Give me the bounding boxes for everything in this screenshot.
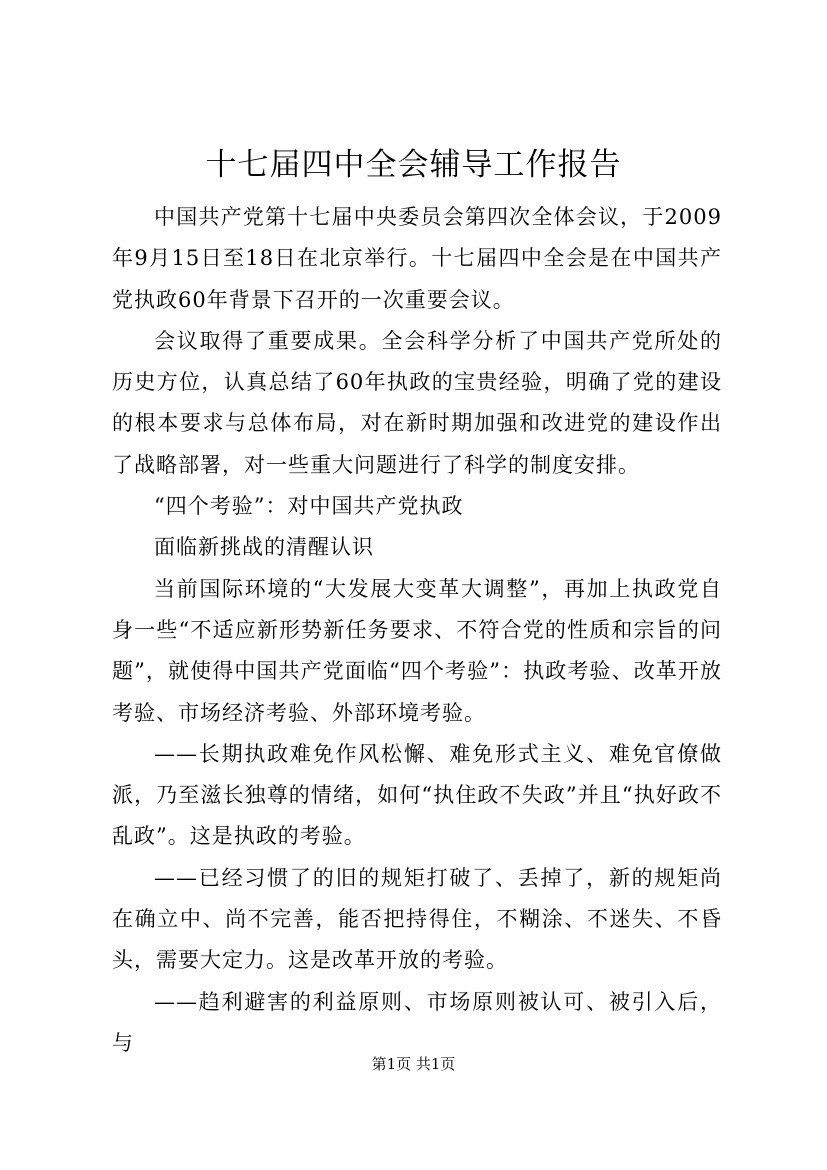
paragraph: ——已经习惯了的旧的规矩打破了、丢掉了，新的规矩尚在确立中、尚不完善，能否把持得住，不糊涂、不迷失、不昏头，需要大定力。这是改革开放的考验。 — [112, 865, 722, 973]
document-body — [112, 197, 722, 1064]
section-heading: “四个考验”：对中国共产党执政 — [154, 494, 464, 519]
page-number: 第1页 共1页 — [371, 1055, 456, 1073]
paragraph: 中国共产党第十七届中央委员会第四次全体会议，于2009年9月15日至18日在北京举行。十七届四中全会是在中国共产党执政60年背景下召开的一次重要会议。 — [112, 205, 722, 312]
document-title: 十七届四中全会辅导工作报告 — [205, 147, 622, 183]
paragraph: ——趋利避害的利益原则、市场原则被认可、被引入后，与 — [112, 989, 722, 1055]
section-heading: 面临新挑战的清醒认识 — [154, 535, 374, 560]
paragraph: 会议取得了重要成果。全会科学分析了中国共产党所处的历史方位，认真总结了60年执政的宝贵经验，明确了党的建设的根本要求与总体布局，对在新时期加强和改进党的建设作出了战略部署，对一些重大问题进行了科学的制度安排。 — [112, 328, 722, 477]
paragraph: 当前国际环境的“大发展大变革大调整”，再加上执政党自身一些“不适应新形势新任务要求、不符合党的性质和宗旨的问题”，就使得中国共产党面临“四个考验”：执政考验、改革开放考验、市场经济考验、外部环境考验。 — [112, 576, 722, 725]
paragraph: ——长期执政难免作风松懈、难免形式主义、难免官僚做派，乃至滋长独尊的情绪，如何“执住政不失政”并且“执好政不乱政”。这是执政的考验。 — [112, 741, 722, 849]
